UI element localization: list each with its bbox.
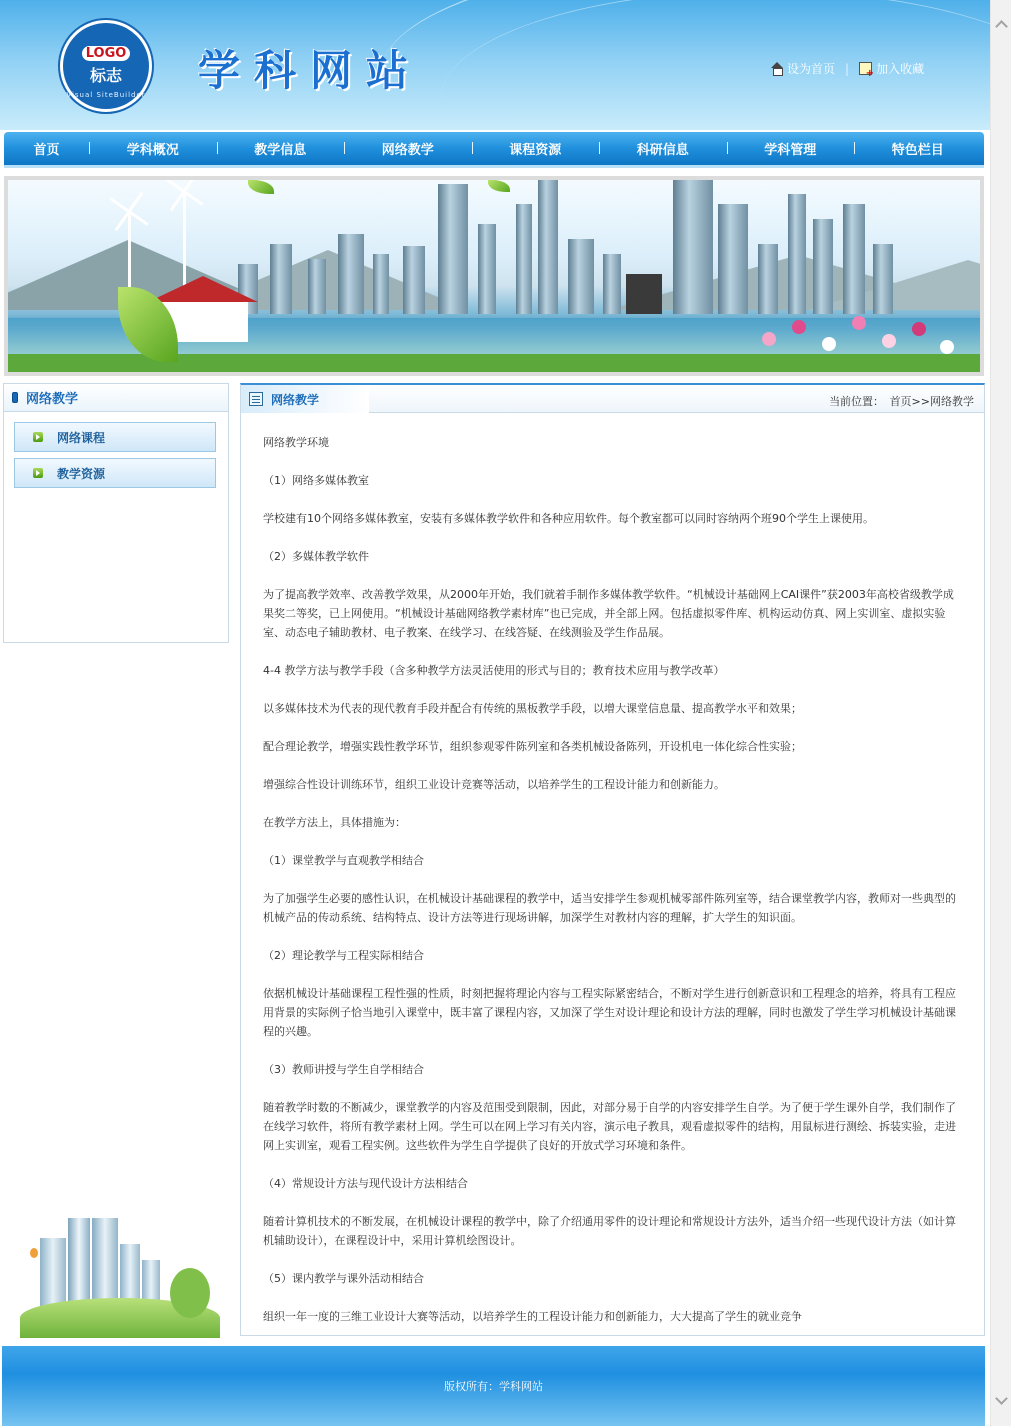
add-bookmark-link[interactable]	[859, 60, 924, 77]
article-paragraph: （4）常规设计方法与现代设计方法相结合	[263, 1177, 468, 1190]
document-icon	[249, 392, 263, 406]
article-paragraph: 依据机械设计基础课程工程性强的性质，时刻把握将理论内容与工程实际紧密结合，不断对学生进行创新意识和工程理念的培养，将具有工程应用背景的实际例子恰当地引入课堂中，既丰富了课程内容，又加深了学生对设计理论和设计方法的理解，同时也激发了学生学习机械设计基础课程的兴趣。	[263, 987, 956, 1038]
nav-item-featured[interactable]: 特色栏目	[854, 139, 982, 158]
vertical-scrollbar[interactable]	[990, 0, 1011, 1426]
article-paragraph: 配合理论教学，增强实践性教学环节，组织参观零件陈列室和各类机械设备陈列，开设机电一体化综合性实验；	[263, 740, 802, 753]
site-title: 学科网站	[198, 46, 423, 95]
chevron-up-icon	[995, 20, 1008, 33]
breadcrumb-label: 当前位置：	[829, 395, 885, 408]
breadcrumb	[827, 393, 974, 409]
article-paragraph: 随着教学时数的不断减少，课堂教学的内容及范围受到限制，因此，对部分易于自学的内容安排学生自学。为了便于学生课外自学，我们制作了在线学习软件，将所有教学素材上网。学生可以在网上学习有关内容，演示电子教具，观看虚拟零件的结构，用鼠标进行测绘、拆装实验，走进网上实训室，观看工程实例。这些软件为学生自学提供了良好的开放式学习环境和条件。	[263, 1101, 956, 1152]
nav-item-course-resources[interactable]: 课程资源	[472, 139, 600, 158]
article-paragraph: 随着计算机技术的不断发展，在机械设计课程的教学中，除了介绍通用零件的设计理论和常规设计方法外，适当介绍一些现代设计方法（如计算机辅助设计），在课程设计中，采用计算机绘图设计。	[263, 1215, 956, 1247]
sidebar-item-online-courses[interactable]	[14, 422, 216, 452]
breadcrumb-path[interactable]: 首页>>网络教学	[889, 395, 974, 408]
article-paragraph: （2）理论教学与工程实际相结合	[263, 949, 424, 962]
nav-item-management[interactable]: 学科管理	[727, 139, 855, 158]
tab-online-teaching[interactable]	[241, 385, 369, 413]
set-homepage-link[interactable]	[770, 60, 835, 77]
article-paragraph: 以多媒体技术为代表的现代教育手段并配合有传统的黑板教学手段，以增大课堂信息量、提高教学水平和效果；	[263, 702, 802, 715]
sidebar-title: 网络教学	[26, 392, 79, 407]
copyright-text: 版权所有：学科网站	[444, 1380, 543, 1393]
article-paragraph: 增强综合性设计训练环节，组织工业设计竞赛等活动，以培养学生的工程设计能力和创新能力。	[263, 778, 725, 791]
sidebar	[3, 383, 229, 643]
logo-text-en: LOGO	[82, 46, 131, 61]
article-paragraph: 学校建有10个网络多媒体教室，安装有多媒体教学软件和各种应用软件。每个教室都可以同时容纳两个班90个学生上课使用。	[263, 512, 874, 525]
chevron-down-icon	[995, 1392, 1008, 1405]
bullet-icon	[12, 392, 18, 403]
nav-item-teaching-info[interactable]: 教学信息	[217, 139, 345, 158]
scroll-up-button[interactable]	[991, 12, 1011, 36]
scroll-down-button[interactable]	[991, 1388, 1011, 1412]
article-paragraph: （3）教师讲授与学生自学相结合	[263, 1063, 424, 1076]
sidebar-item-label: 网络课程	[57, 430, 106, 445]
bookmark-icon	[859, 62, 872, 75]
main-panel	[240, 383, 985, 1336]
article-paragraph: （1）网络多媒体教室	[263, 474, 369, 487]
article-paragraph: 为了提高教学效率、改善教学效果，从2000年开始，我们就着手制作多媒体教学软件。“机械设计基础网上CAI课件”获2003年高校省级教学成果奖二等奖，已上网使用。“机械设计基础网络教学素材库”也已完成，并全部上网。包括虚拟零件库、机构运动仿真、网上实训室、虚拟实验室、动态电子辅助教材、电子教案、在线学习、在线答疑、在线测验及学生作品展。	[263, 588, 954, 639]
top-links	[770, 60, 924, 77]
sidebar-item-label: 教学资源	[57, 466, 106, 481]
logo-text-cn: 标志	[89, 66, 122, 85]
nav-item-home[interactable]: 首页	[33, 143, 60, 158]
arrow-right-icon	[33, 468, 43, 478]
site-logo[interactable]	[60, 20, 152, 112]
top-links-separator: |	[845, 61, 850, 76]
article-paragraph: （1）课堂教学与直观教学相结合	[263, 854, 424, 867]
arrow-right-icon	[33, 432, 43, 442]
article-paragraph: （2）多媒体教学软件	[263, 550, 369, 563]
article-paragraph: 在教学方法上，具体措施为：	[263, 816, 406, 829]
sidebar-item-teaching-resources[interactable]	[14, 458, 216, 488]
article-content	[241, 413, 984, 1326]
logo-ring-text: Visual SiteBuilder	[66, 91, 146, 99]
main-panel-header	[241, 385, 984, 413]
site-footer	[2, 1346, 985, 1426]
nav-item-research-info[interactable]: 科研信息	[599, 139, 727, 158]
city-illustration	[20, 1218, 220, 1338]
nav-item-overview[interactable]: 学科概况	[89, 139, 217, 158]
article-paragraph: 为了加强学生必要的感性认识，在机械设计基础课程的教学中，适当安排学生参观机械零部件陈列室等，结合课堂教学内容，教师对一些典型的机械产品的传动系统、结构特点、设计方法等进行现场讲解，加深学生对教材内容的理解，扩大学生的知识面。	[263, 892, 956, 924]
article-paragraph: 组织一年一度的三维工业设计大赛等活动，以培养学生的工程设计能力和创新能力，大大提高了学生的就业竞争	[263, 1310, 802, 1323]
article-paragraph: 4-4 教学方法与教学手段（含多种教学方法灵活使用的形式与目的；教育技术应用与教学改革）	[263, 664, 725, 677]
article-paragraph: （5）课内教学与课外活动相结合	[263, 1272, 424, 1285]
add-bookmark-label: 加入收藏	[876, 62, 925, 76]
article-paragraph: 网络教学环境	[263, 436, 329, 449]
main-nav	[4, 132, 984, 168]
banner-image	[4, 176, 984, 376]
nav-item-online-teaching[interactable]: 网络教学	[344, 139, 472, 158]
home-icon	[770, 62, 783, 75]
sidebar-header	[4, 384, 228, 412]
set-homepage-label: 设为首页	[787, 62, 836, 76]
main-tab-label: 网络教学	[271, 392, 320, 407]
site-header	[0, 0, 990, 130]
